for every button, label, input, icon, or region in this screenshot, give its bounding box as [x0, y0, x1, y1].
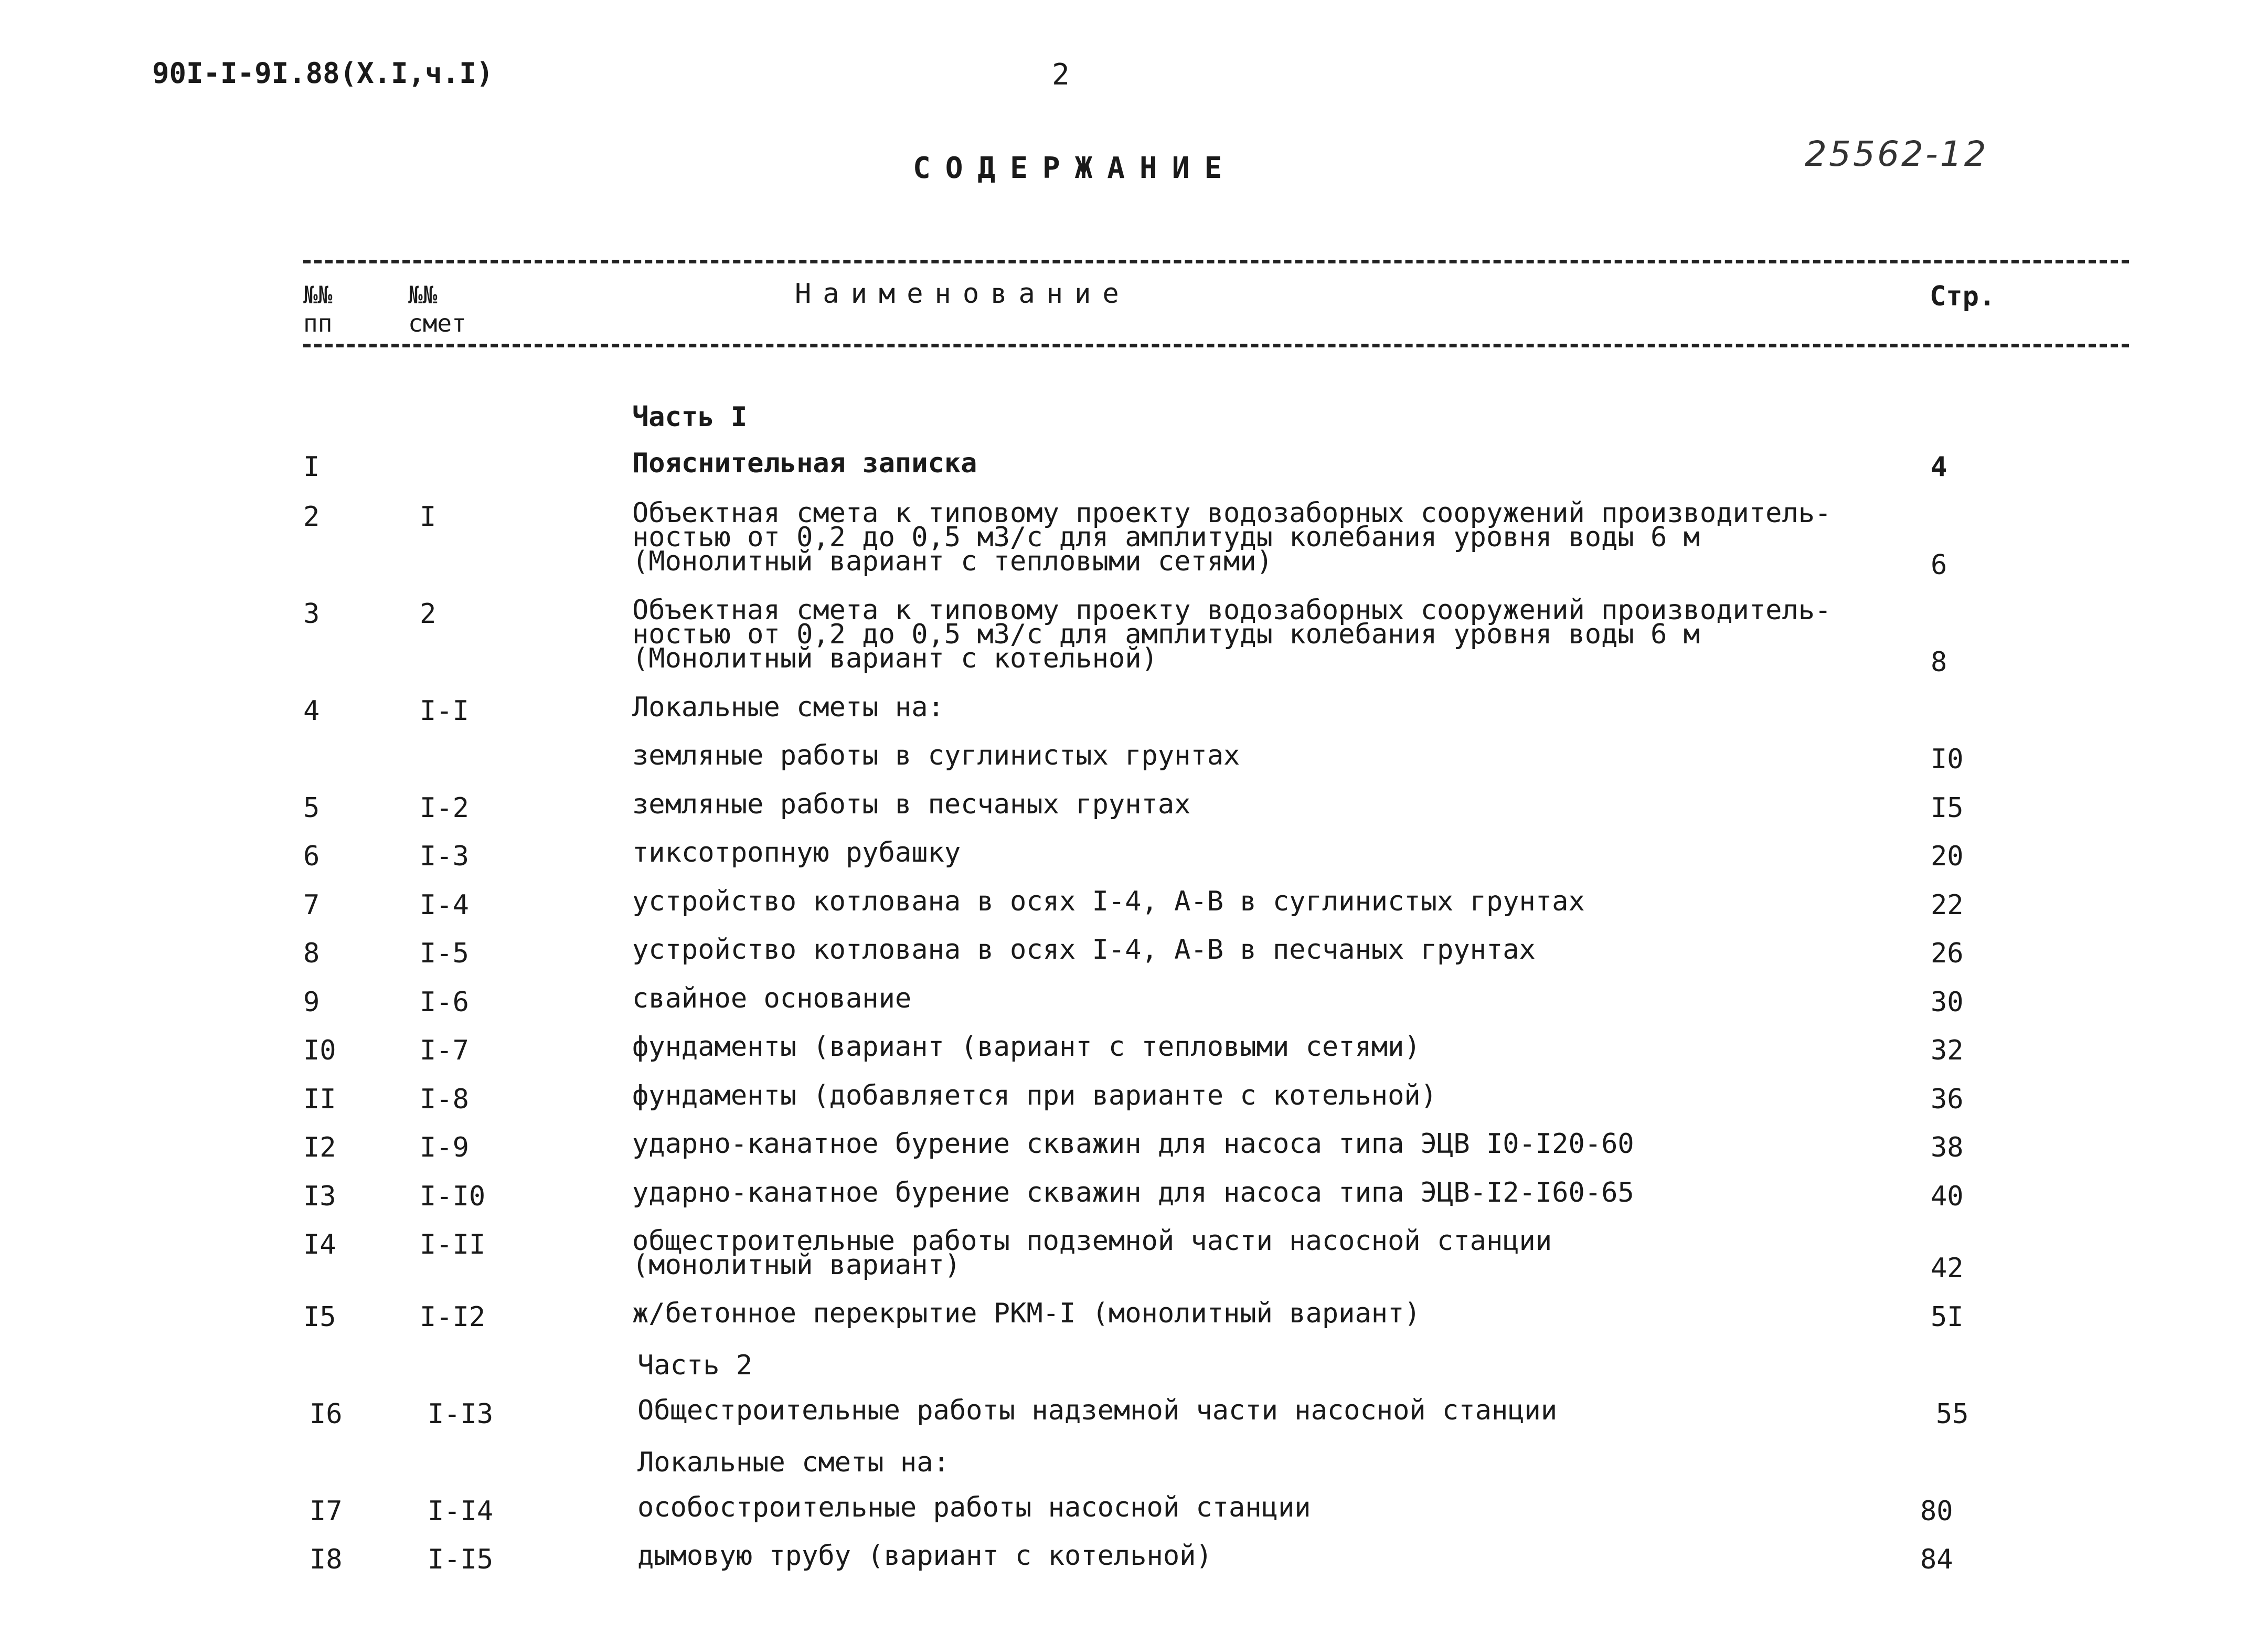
row-num: 8 [303, 938, 320, 969]
row-estimate: I-I4 [428, 1496, 494, 1527]
row-num: 7 [303, 889, 320, 921]
row-page: 40 [1931, 1181, 1964, 1212]
row-num: I6 [310, 1398, 343, 1430]
row-page: 38 [1931, 1132, 1964, 1163]
col-header-estimate: №№ смет [408, 281, 466, 337]
page-number: 2 [1052, 58, 1070, 92]
row-page: 32 [1931, 1035, 1964, 1066]
col-header-name: Наименование [795, 278, 1131, 310]
row-estimate: I [420, 501, 436, 533]
row-num: I5 [303, 1301, 336, 1333]
row-name: фундаменты (вариант (вариант с тепловыми сетями) [632, 1031, 1421, 1063]
row-name: тиксотропную рубашку [632, 837, 961, 868]
row-name: ударно-канатное бурение скважин для насоса типа ЭЦВ I0-I20-60 [632, 1128, 1634, 1160]
row-name: общестроительные работы подземной части насосной станции (монолитный вариант) [632, 1225, 1552, 1281]
handwritten-reference: 25562-12 [1805, 134, 1988, 174]
row-name: особостроительные работы насосной станции [637, 1492, 1311, 1523]
row-page: 22 [1931, 889, 1964, 921]
row-num: I7 [310, 1496, 343, 1527]
row-num: I2 [303, 1132, 336, 1163]
row-name: устройство котлована в осях I-4, А-В в песчаных грунтах [632, 934, 1536, 966]
row-estimate: I-I3 [428, 1398, 494, 1430]
col-header-num: №№ пп [303, 281, 333, 337]
row-estimate: I-I [420, 695, 469, 727]
row-estimate: I-5 [420, 938, 469, 969]
row-num: I4 [303, 1229, 336, 1260]
document-code: 90I-I-9I.88(X.I,ч.I) [152, 57, 494, 90]
row-page: I0 [1931, 744, 1964, 775]
row-page: 26 [1931, 938, 1964, 969]
row-page: 36 [1931, 1084, 1964, 1115]
header-bottom-rule [303, 344, 2129, 347]
row-page: 30 [1931, 987, 1964, 1018]
row-page: 84 [1920, 1544, 1953, 1575]
row-num: 6 [303, 841, 320, 872]
row-estimate: I-3 [420, 841, 469, 872]
row-num: I0 [303, 1035, 336, 1066]
row-page: 20 [1931, 841, 1964, 872]
row-estimate: I-8 [420, 1084, 469, 1115]
row-estimate: I-6 [420, 987, 469, 1018]
row-name: земляные работы в песчаных грунтах [632, 789, 1191, 820]
row-page: 5I [1931, 1301, 1964, 1333]
row-name: Общестроительные работы надземной части насосной станции [637, 1395, 1558, 1426]
row-num: 3 [303, 598, 320, 630]
row-estimate: I-7 [420, 1035, 469, 1066]
row-name: Пояснительная записка [632, 448, 977, 479]
row-num: II [303, 1084, 336, 1115]
row-estimate: I-2 [420, 792, 469, 824]
row-name: фундаменты (добавляется при варианте с котельной) [632, 1080, 1438, 1111]
row-estimate: I-9 [420, 1132, 469, 1163]
row-name: свайное основание [632, 983, 912, 1014]
row-page: 80 [1920, 1496, 1953, 1527]
row-estimate: I-4 [420, 889, 469, 921]
page-title: СОДЕРЖАНИЕ [913, 151, 1237, 185]
row-name: дымовую трубу (вариант с котельной) [637, 1540, 1212, 1572]
row-num: 9 [303, 987, 320, 1018]
row-name: Объектная смета к типовому проекту водозаборных сооружений производитель- ностью от 0,2 до 0,5 м3/с для амплитуды колебания уровня воды 6 м (Монолитный вариант с котельной) [632, 595, 1832, 674]
row-page: I5 [1931, 792, 1964, 824]
part-1-label: Часть I [632, 401, 748, 433]
row-page: 8 [1931, 646, 1947, 678]
row-num: 4 [303, 695, 320, 727]
part-2-label: Часть 2 [637, 1350, 753, 1381]
row-estimate: I-II [420, 1229, 486, 1260]
row-estimate: I-I2 [420, 1301, 486, 1333]
row-name: земляные работы в суглинистых грунтах [632, 740, 1240, 771]
row-page: 4 [1931, 451, 1947, 483]
row-estimate: I-I5 [428, 1544, 494, 1575]
header-top-rule [303, 260, 2129, 263]
row-name: ж/бетонное перекрытие РКМ-I (монолитный вариант) [632, 1298, 1421, 1329]
row-page: 6 [1931, 549, 1947, 581]
row-page: 55 [1936, 1398, 1969, 1430]
row-num: I3 [303, 1181, 336, 1212]
col-header-page: Стр. [1930, 281, 1996, 312]
row-page: 42 [1931, 1253, 1964, 1284]
row-name: Локальные сметы на: [632, 692, 944, 723]
row-num: I [303, 451, 320, 483]
row-num: 5 [303, 792, 320, 824]
row-name: устройство котлована в осях I-4, А-В в суглинистых грунтах [632, 886, 1585, 917]
row-num: I8 [310, 1544, 343, 1575]
row-name: Объектная смета к типовому проекту водозаборных сооружений производитель- ностью от 0,2 до 0,5 м3/с для амплитуды колебания уровня воды 6 м (Монолитный вариант с тепловыми сетями) [632, 497, 1832, 577]
local-estimates-label: Локальные сметы на: [637, 1447, 950, 1478]
row-estimate: I-I0 [420, 1181, 486, 1212]
row-estimate: 2 [420, 598, 436, 630]
row-num: 2 [303, 501, 320, 533]
row-name: ударно-канатное бурение скважин для насоса типа ЭЦВ-I2-I60-65 [632, 1177, 1634, 1209]
